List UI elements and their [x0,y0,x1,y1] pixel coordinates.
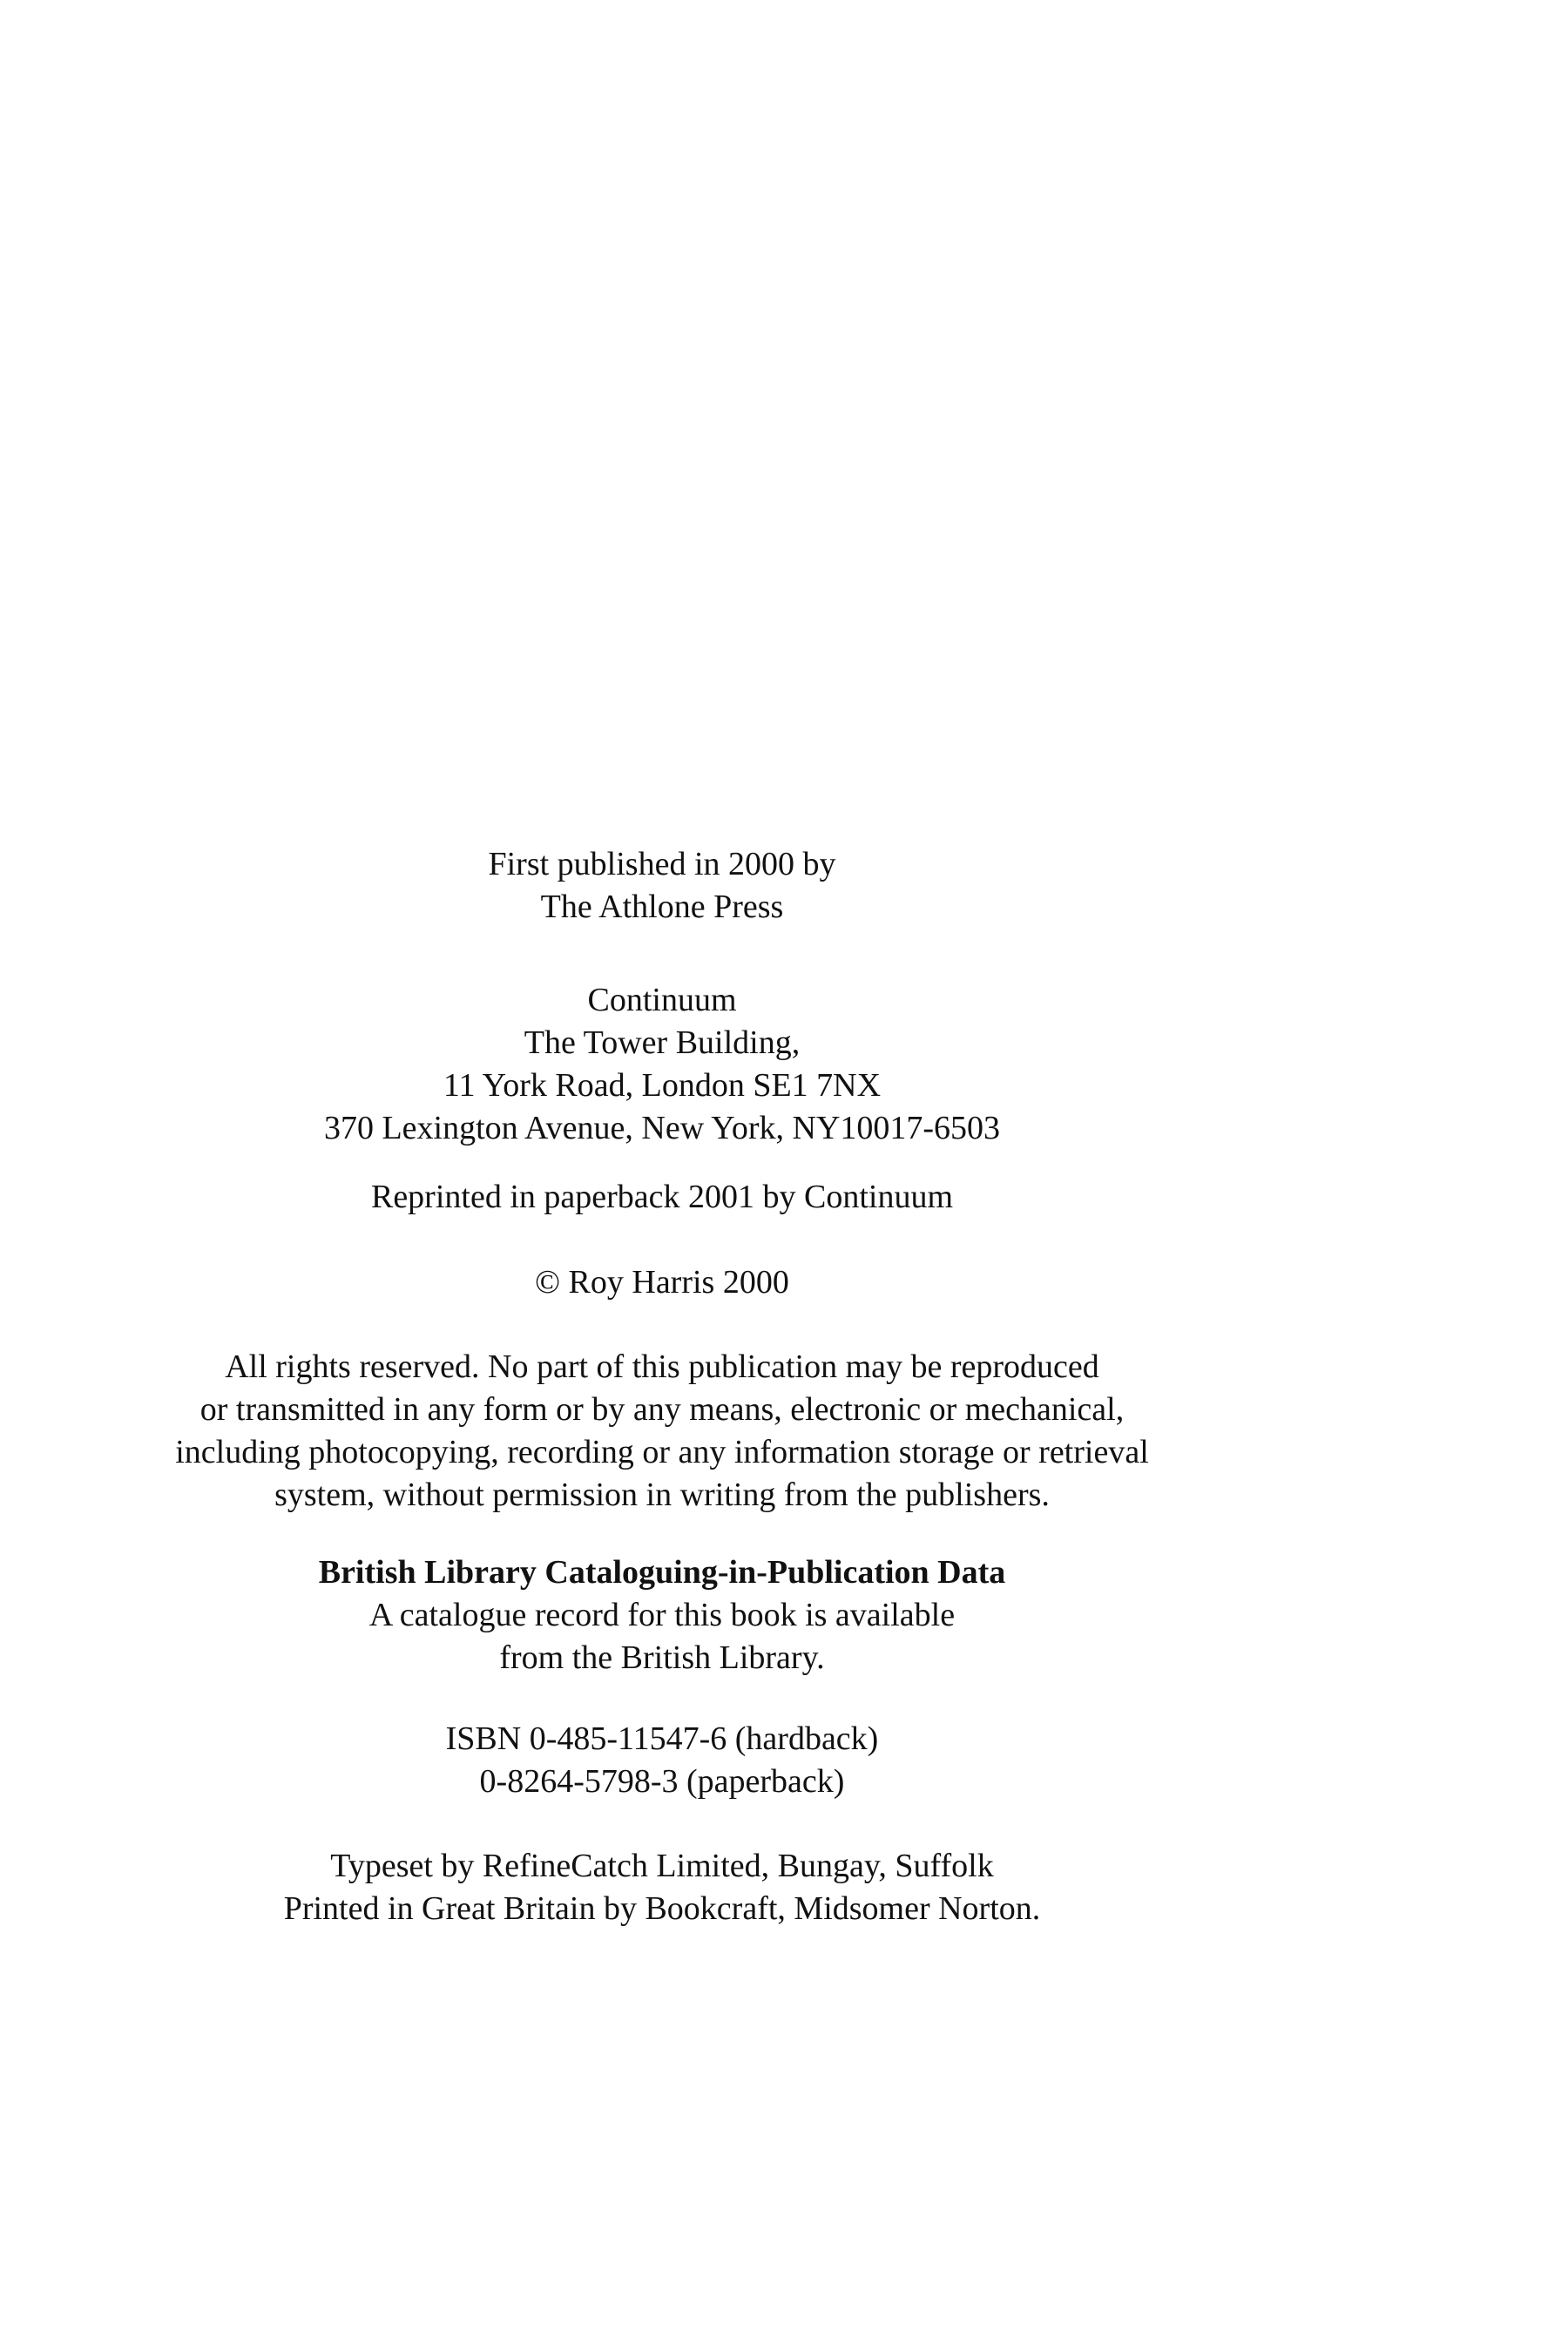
first-published-line: First published in 2000 by [488,846,836,882]
typeset-line: Typeset by RefineCatch Limited, Bungay, Suffolk [330,1848,994,1884]
copyright-line: © Roy Harris 2000 [535,1264,789,1301]
first-publisher-line: The Athlone Press [540,889,784,925]
reprint-block [0,1176,1324,1219]
cip-line: from the British Library. [499,1639,825,1676]
printed-line: Printed in Great Britain by Bookcraft, Midsomer Norton. [283,1890,1041,1927]
publisher-new-york-address: 370 Lexington Avenue, New York, NY10017-6503 [323,1110,1001,1146]
publisher-address-block [0,979,1324,1150]
isbn-paperback: 0-8264-5798-3 (paperback) [479,1763,845,1800]
rights-line: All rights reserved. No part of this publication may be reproduced [225,1348,1099,1385]
rights-reserved-block [0,1346,1324,1517]
isbn-block [0,1718,1324,1803]
publisher-name: Continuum [587,982,737,1018]
production-block [0,1845,1324,1930]
publisher-building: The Tower Building, [524,1024,801,1061]
cip-line: A catalogue record for this book is available [368,1597,956,1633]
rights-line: including photocopying, recording or any information storage or retrieval [175,1434,1149,1470]
cip-data-block [0,1551,1324,1680]
rights-line: system, without permission in writing from the publishers. [274,1477,1050,1513]
reprint-line: Reprinted in paperback 2001 by Continuum [370,1179,954,1215]
publisher-london-address: 11 York Road, London SE1 7NX [443,1067,882,1104]
copyright-block [0,1261,1324,1304]
first-published-block [0,843,1324,929]
rights-line: or transmitted in any form or by any means, electronic or mechanical, [199,1391,1125,1428]
cip-heading: British Library Cataloguing-in-Publication Data [318,1554,1006,1591]
isbn-hardback: ISBN 0-485-11547-6 (hardback) [445,1720,879,1757]
